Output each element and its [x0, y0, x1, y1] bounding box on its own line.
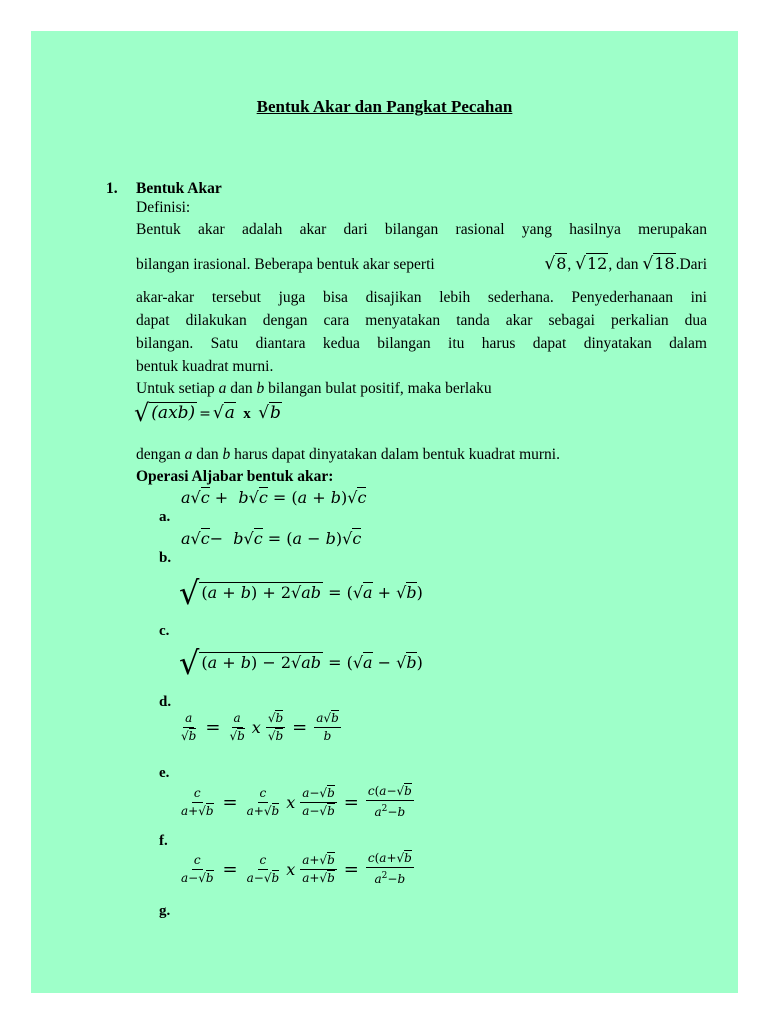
para-line-6: bentuk kuadrat murni.: [136, 358, 274, 375]
dengan-line: dengan a dan b harus dapat dinyatakan dalam bentuk kuadrat murni.: [136, 446, 560, 463]
formula-f-expression: $\frac{c}{a+√b}$ = $\frac{c}{a+√b}$ x $\frac{a-√b}{a-√b}$ = $\frac{c(a-√b}{a^2-b}$: [181, 784, 412, 819]
para-line-1: Bentuk akar adalah akar dari bilangan rasional yang hasilnya merupakan: [136, 221, 707, 238]
para-line-3: akar-akar tersebut juga bisa disajikan lebih sederhana. Penyederhanaan ini: [136, 289, 707, 306]
para-line-5: bilangan. Satu diantara kedua bilangan itu harus dapat dinyatakan dalam: [136, 335, 707, 352]
formula-c-expression: √ (a + b) + 2√ab = (√a + √b): [179, 574, 423, 612]
label-e: e.: [159, 765, 170, 781]
label-a: a.: [159, 509, 171, 525]
formula-a: a√c + b√c = (a + b)√c: [181, 488, 367, 507]
para-line-2-text: bilangan irasional. Beberapa bentuk akar seperti: [136, 256, 435, 273]
label-d: d.: [159, 694, 172, 710]
label-b: b.: [159, 550, 172, 566]
sqrt-18: √18: [642, 254, 675, 274]
example-roots: √8, √12, dan √18.Dari: [544, 254, 707, 274]
para-line-2: [136, 252, 707, 276]
document-page: [31, 31, 738, 993]
para-line-4: dapat dilakukan dengan cara menyatakan tanda akar sebagai perkalian dua: [136, 312, 707, 329]
formula-g-expression: $\frac{c}{a-√b}$ = $\frac{c}{a-√b}$ x $\frac{a+√b}{a+√b}$ = $\frac{c(a+√b}{a^2-b}$: [181, 851, 412, 886]
operasi-heading: Operasi Aljabar bentuk akar:: [136, 468, 334, 485]
section-heading: Bentuk Akar: [136, 180, 222, 197]
untuk-setiap-line: Untuk setiap a dan b bilangan bulat positif, maka berlaku: [136, 380, 492, 397]
label-c: c.: [159, 623, 170, 639]
definisi-label: Definisi:: [136, 199, 191, 216]
section-number: 1.: [106, 180, 118, 197]
formula-d-expression: √ (a + b) − 2√ab = (√a − √b): [179, 644, 423, 682]
sqrt-12: √12: [575, 254, 608, 274]
label-g: g.: [159, 903, 171, 919]
label-f: f.: [159, 833, 168, 849]
formula-b: a√c− b√c = (a − b)√c: [181, 529, 362, 548]
root-product-formula: √ (axb) = √a x √b: [134, 399, 281, 427]
sqrt-8: √8: [544, 254, 567, 274]
formula-e-expression: $\frac{a}{√b}$ = $\frac{a}{√b}$ x $\frac{√b}{√b}$ = $\frac{a√b}{b}$: [181, 711, 339, 743]
page-title: Bentuk Akar dan Pangkat Pecahan: [256, 97, 513, 116]
